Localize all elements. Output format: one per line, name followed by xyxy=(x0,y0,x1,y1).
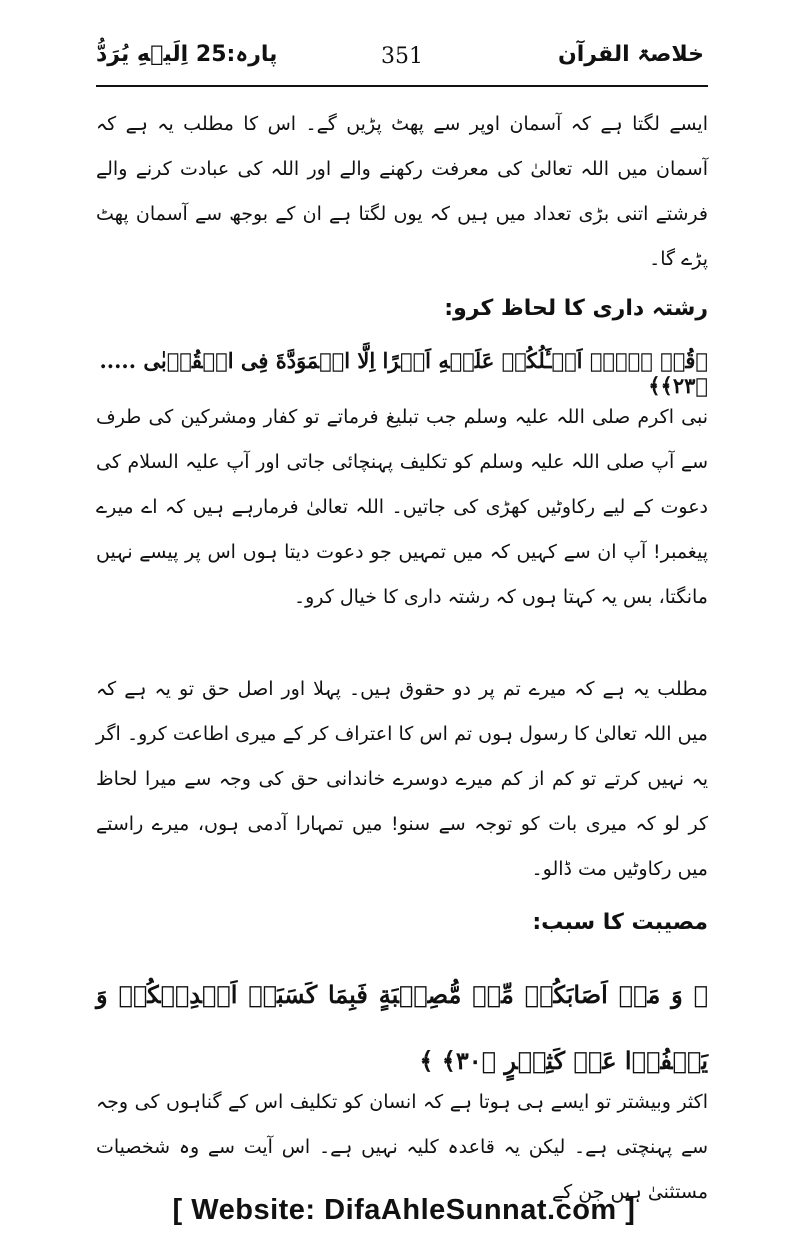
paragraph-1: ایسے لگتا ہے کہ آسمان اوپر سے پھٹ پڑیں گے۔ اس کا مطلب یہ ہے کہ آسمان میں اللہ تعالیٰ کی معرفت رکھنے والے اور اللہ کی عبادت کرنے والے فرشتے اتنی بڑی تعداد میں ہیں کہ یوں لگتا ہے ان کے بوجھ سے آسمان پھٹ پڑے گا۔ xyxy=(96,113,708,270)
header-divider xyxy=(96,85,708,87)
section-heading-1: رشتہ داری کا لحاظ کرو: xyxy=(444,296,708,321)
page-header xyxy=(96,42,704,82)
section-heading-2: مصیبت کا سبب: xyxy=(532,910,708,935)
paragraph-3: مطلب یہ ہے کہ میرے تم پر دو حقوق ہیں۔ پہلا اور اصل حق تو یہ ہے کہ میں اللہ تعالیٰ کا رسول ہوں تم اس کا اعتراف کر کے میری اطاعت کرو۔ اگر یہ نہیں کرتے تو کم از کم میرے دوسرے خاندانی حق کی وجہ سے میرا لحاظ کر لو کہ میری بات کو توجہ سے سنو! میں تمہارا آدمی ہوں، میرے راستے میں رکاوٹیں مت ڈالو۔ xyxy=(96,678,708,880)
paragraph-2: نبی اکرم صلی اللہ علیہ وسلم جب تبلیغ فرماتے تو کفار ومشرکین کی طرف سے آپ صلی اللہ علیہ وسلم کو تکلیف پہنچائی جاتی اور آپ علیہ السلام کی دعوت کے لیے رکاوٹیں کھڑی کی جاتیں۔ اللہ تعالیٰ فرمارہے ہیں کہ اے میرے پیغمبر! آپ ان سے کہیں کہ میں تمہیں جو دعوت دیتا ہوں اس پر پیسے نہیں مانگتا، بس یہ کہتا ہوں کہ رشتہ داری کا خیال کرو۔ xyxy=(96,406,708,608)
section-label: پارہ:25 اِلَيۡهِ يُرَدُّ xyxy=(96,42,278,67)
website-footer: [ Website: DifaAhleSunnat.com ] xyxy=(172,1194,636,1226)
paragraph-4: اکثر وبیشتر تو ایسے ہی ہوتا ہے کہ انسان کو تکلیف اس کے گناہوں کی وجہ سے پہنچتی ہے۔ لیکن یہ قاعدہ کلیہ نہیں ہے۔ اس آیت سے وہ شخصیات مستثنیٰ ہیں جن کے xyxy=(96,1091,708,1203)
quran-verse-2: ﴿ وَ مَاۤ اَصَابَكُمۡ مِّنۡ مُّصِيۡبَةٍ فَبِمَا كَسَبَتۡ اَيۡدِيۡكُمۡ وَ يَعۡفُوۡا عَنۡ كَثِيۡرٍ ﴿۳۰﴾ ﴾ xyxy=(96,980,708,1075)
page-number: 351 xyxy=(381,44,423,69)
quran-verse-1: ﴿قُلۡ لَّاۤ اَسۡـَٔلُكُمۡ عَلَيۡهِ اَجۡرًا اِلَّا الۡمَوَدَّةَ فِى الۡقُرۡبٰى ..... ﴿۲۳﴾﴾ xyxy=(99,348,708,398)
book-title: خلاصۃ القرآن xyxy=(557,42,704,67)
